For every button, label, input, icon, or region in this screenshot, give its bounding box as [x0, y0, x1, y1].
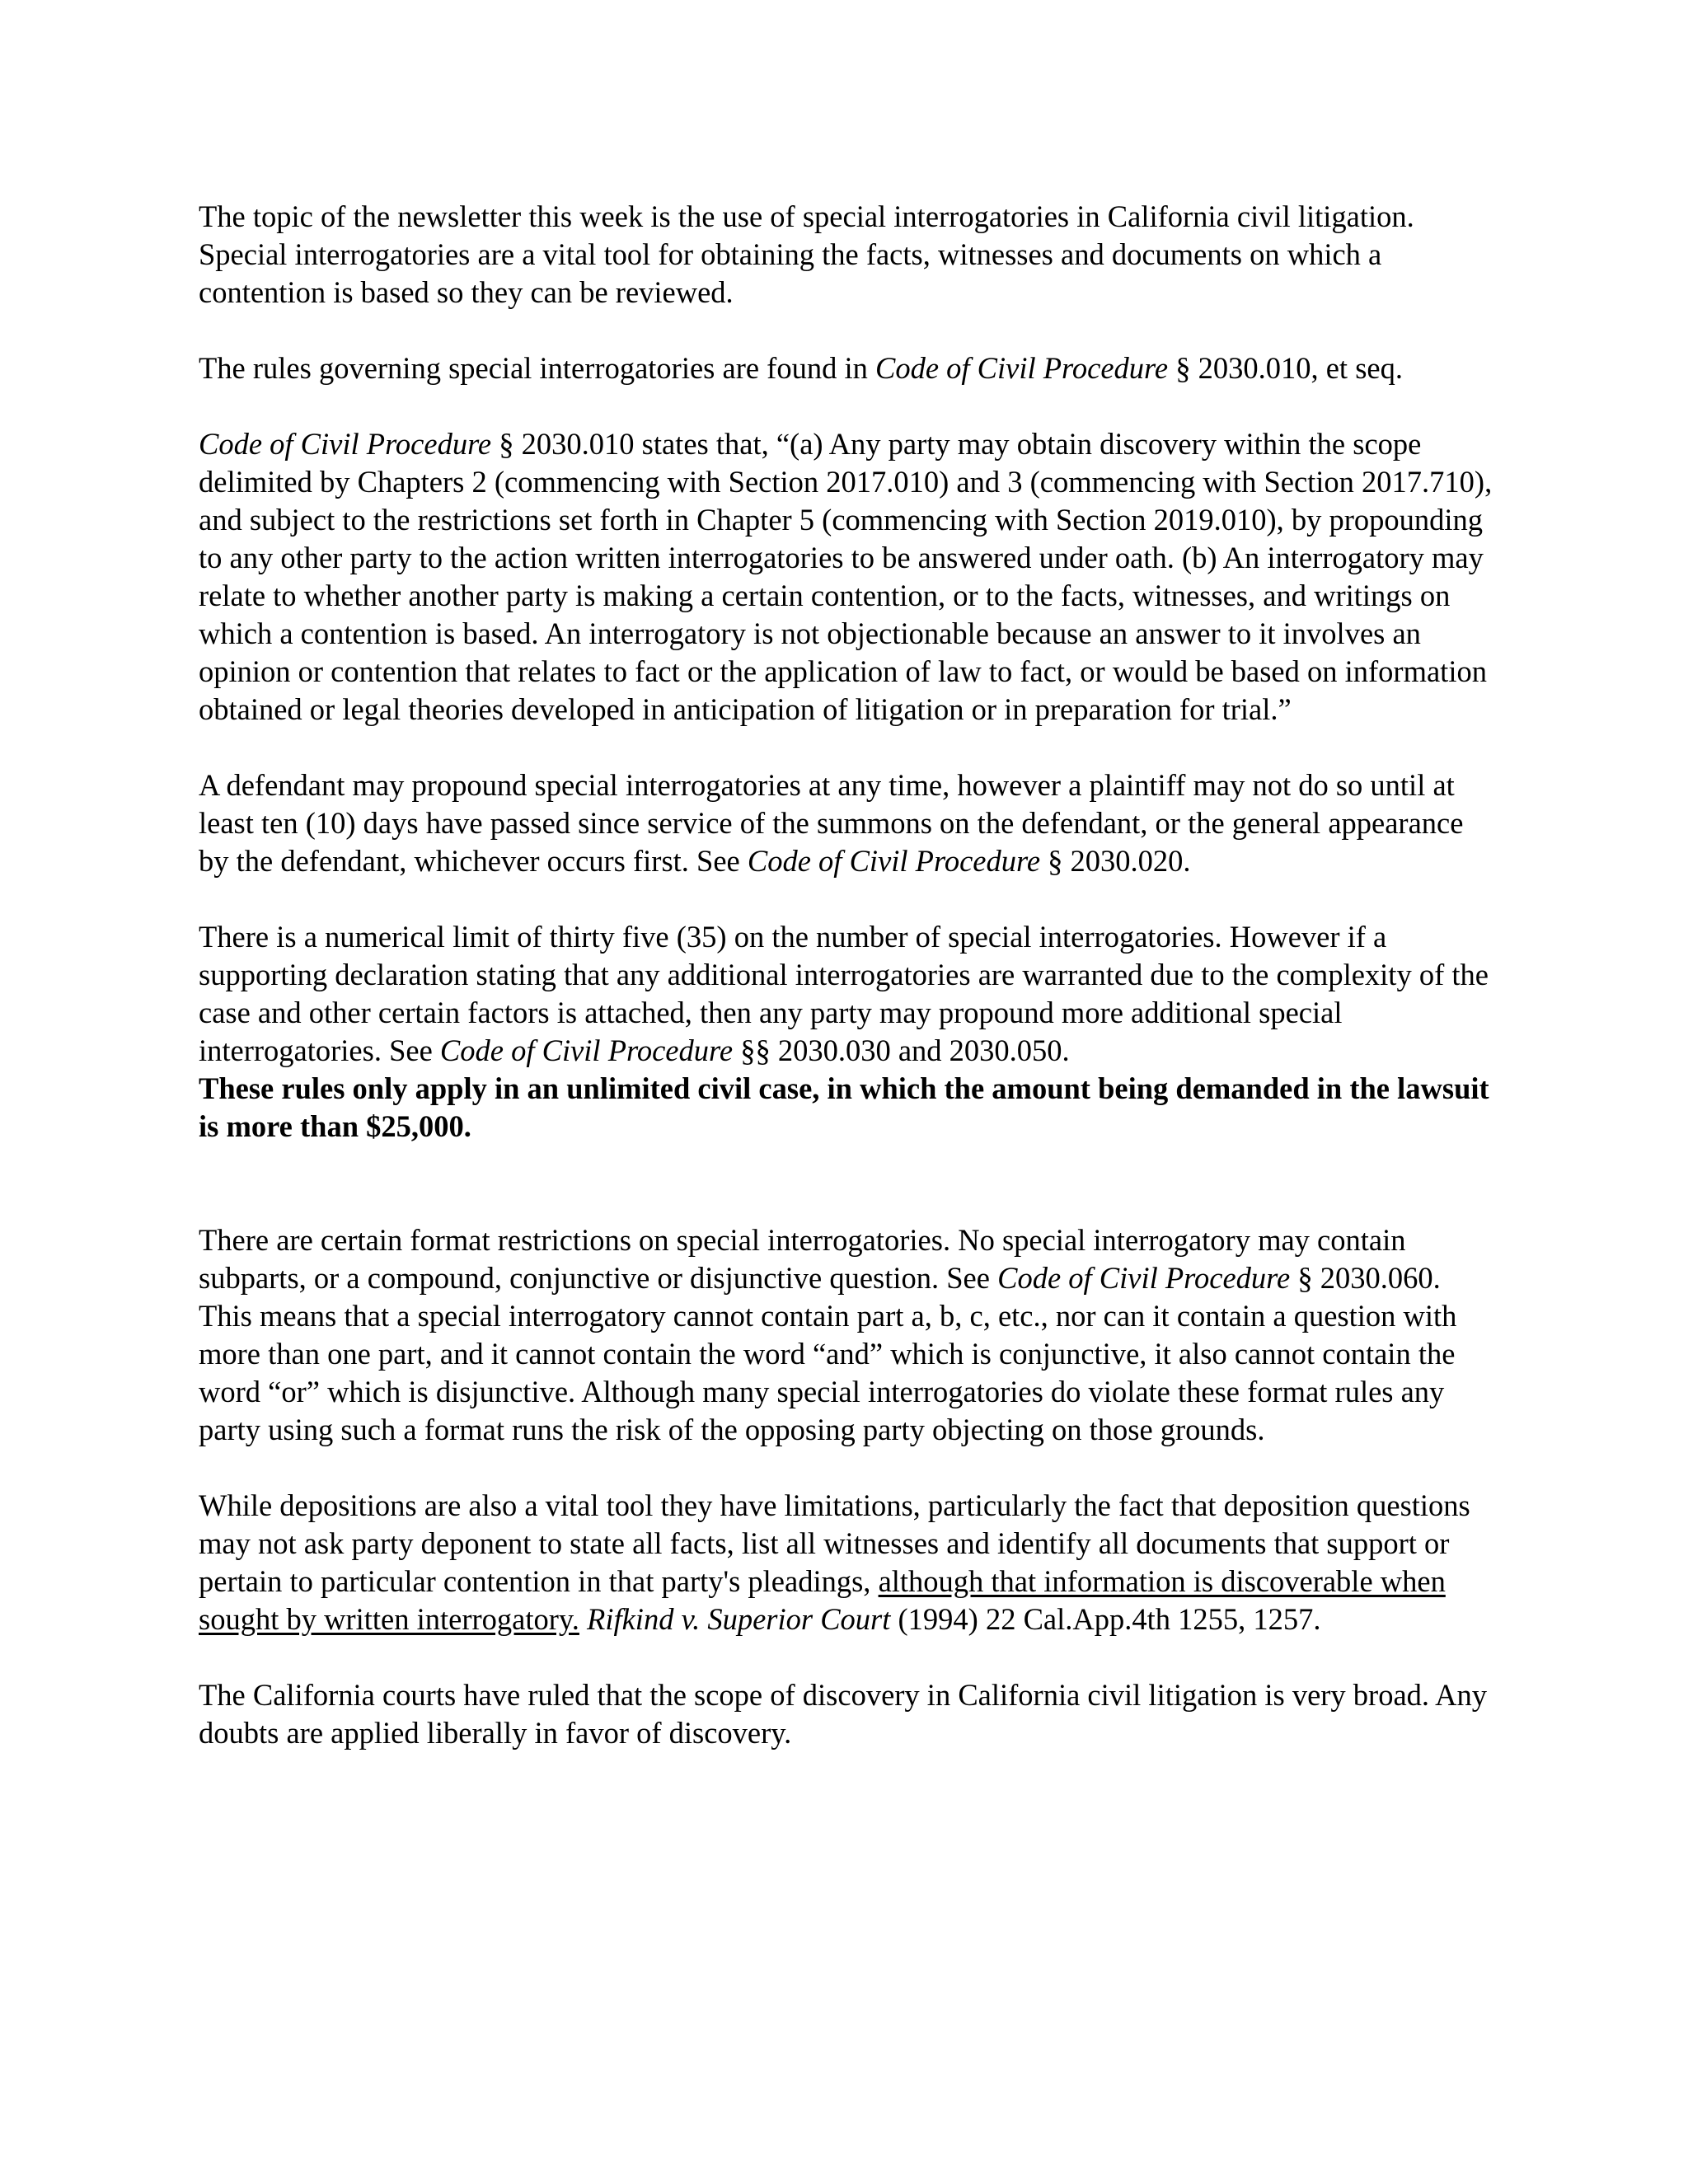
paragraph-statute-quote: [199, 425, 1501, 729]
depositions-text-2: (1994) 22 Cal.App.4th 1255, 1257.: [890, 1602, 1321, 1636]
paragraph-format-restrictions: [199, 1221, 1501, 1449]
format-text-1: There are certain format restrictions on special interrogatories. No special interrogatory may contain subparts, or a compound, conjunctive or disjunctive question. See: [199, 1223, 1406, 1295]
paragraph-rules-location: [199, 349, 1501, 387]
timing-text-1: A defendant may propound special interrogatories at any time, however a plaintiff may not do so until at least ten (10) days have passed since service of the summons on the defendant, or the general appearance by the defendant, whichever occurs first. See: [199, 768, 1464, 878]
format-text-2: § 2030.060. This means that a special interrogatory cannot contain part a, b, c, etc., nor can it contain a question with more than one part, and it cannot contain the word “and” which is conjunctive, it also cannot contain the word “or” which is disjunctive. Although many special interrogatories do violate these format rules any party using such a format runs the risk of the opposing party objecting on those grounds.: [199, 1261, 1457, 1446]
rules-location-text-1: The rules governing special interrogatories are found in: [199, 351, 875, 385]
paragraph-numerical-limit: [199, 918, 1501, 1146]
paragraph-scope: [199, 1676, 1501, 1752]
depositions-text-1: While depositions are also a vital tool they have limitations, particularly the fact that deposition questions may not ask party deponent to state all facts, list all witnesses and identify all documents that support or pertain to particular contention in that party's pleadings,: [199, 1488, 1470, 1598]
underlined-discoverable-note: although that information is discoverable when sought by written interrogatory.: [199, 1564, 1446, 1636]
unlimited-case-note: These rules only apply in an unlimited civil case, in which the amount being demanded in the lawsuit is more than $25,000.: [199, 1071, 1489, 1143]
intro-text: The topic of the newsletter this week is the use of special interrogatories in California civil litigation. Special interrogatories are a vital tool for obtaining the facts, witnesses and documents on which a contention is based so they can be reviewed.: [199, 199, 1414, 309]
paragraph-timing: [199, 766, 1501, 880]
rules-location-text-2: § 2030.010, et seq.: [1168, 351, 1403, 385]
code-citation: Code of Civil Procedure: [874, 351, 1169, 385]
code-citation: Code of Civil Procedure: [199, 427, 492, 461]
code-citation: Code of Civil Procedure: [439, 1033, 734, 1067]
statute-quote-text: § 2030.010 states that, “(a) Any party may obtain discovery within the scope delimited by Chapters 2 (commencing with Section 2017.010) and 3 (commencing with Section 2017.710), and subject to the restrictions set forth in Chapter 5 (commencing with Section 2019.010), by propounding to any other party to the action written interrogatories to be answered under oath. (b) An interrogatory may relate to whether another party is making a certain contention, or to the facts, witnesses, and writings on which a contention is based. An interrogatory is not objectionable because an answer to it involves an opinion or contention that relates to fact or the application of law to fact, or would be based on information obtained or legal theories developed in anticipation of litigation or in preparation for trial.”: [199, 427, 1493, 726]
scope-text: The California courts have ruled that the scope of discovery in California civil litigation is very broad. Any doubts are applied liberally in favor of discovery.: [199, 1678, 1487, 1750]
timing-text-2: § 2030.020.: [1040, 844, 1191, 878]
paragraph-depositions: [199, 1487, 1501, 1638]
limit-text-1: There is a numerical limit of thirty five (35) on the number of special interrogatories. However if a supporting declaration stating that any additional interrogatories are warranted due to the complexity of the case and other certain factors is attached, then any party may propound more additional special interrogatories. See: [199, 920, 1489, 1067]
paragraph-intro: [199, 198, 1501, 312]
limit-text-2: §§ 2030.030 and 2030.050.: [733, 1033, 1070, 1067]
spacer-text: [579, 1602, 587, 1636]
newsletter-body: [199, 198, 1501, 1790]
case-citation: Rifkind v. Superior Court: [587, 1602, 891, 1636]
code-citation: Code of Civil Procedure: [747, 844, 1041, 878]
code-citation: Code of Civil Procedure: [997, 1261, 1291, 1295]
